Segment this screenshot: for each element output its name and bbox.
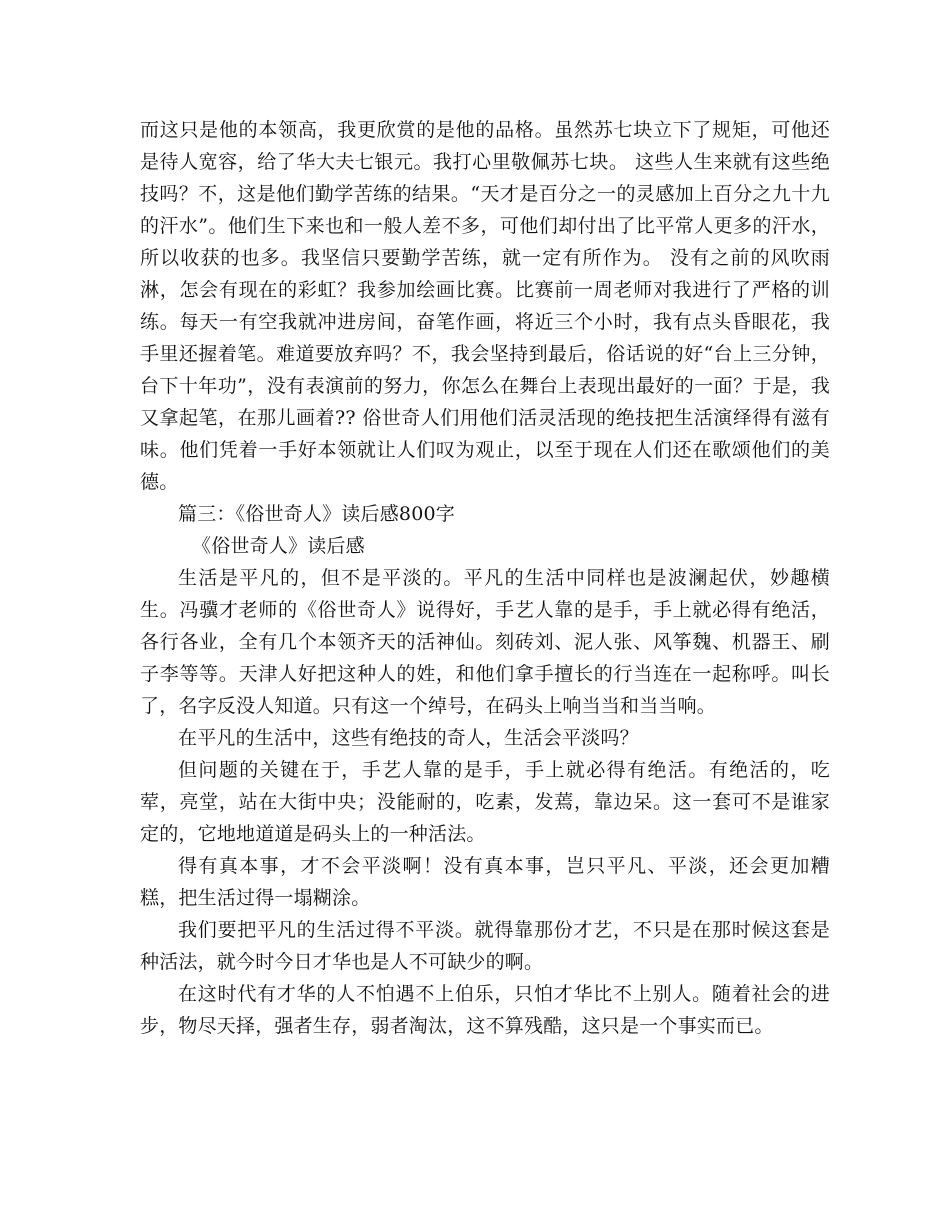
paragraph: 我们要把平凡的生活过得不平淡。就得靠那份才艺，不只是在那时候这套是种活法，就今时今日才华也是人不可缺少的啊。 bbox=[140, 919, 830, 973]
section-heading: 篇三：《俗世奇人》读后感800字 bbox=[178, 503, 455, 525]
paragraph: 生活是平凡的，但不是平淡的。平凡的生活中同样也是波澜起伏，妙趣横生。冯骥才老师的《俗世奇人》说得好，手艺人靠的是手，手上就必得有绝活，各行各业，全有几个本领齐天的活神仙。刻砖刘、泥人张、风筝魏、机器王、刷子李等等。天津人好把这种人的姓，和他们拿手擅长的行当连在一起称呼。叫长了，名字反没人知道。只有这一个绰号，在码头上响当当和当当响。 bbox=[140, 567, 830, 717]
article-title: 《俗世奇人》读后感 bbox=[192, 535, 365, 557]
document-page bbox=[140, 114, 830, 1042]
paragraph: 但问题的关键在于，手艺人靠的是手，手上就必得有绝活。有绝活的，吃荤，亮堂，站在大街中央；没能耐的，吃素，发蔫，靠边呆。这一套可不是谁家定的，它地地道道是码头上的一种活法。 bbox=[140, 759, 830, 845]
paragraph: 得有真本事，才不会平淡啊！没有真本事，岂只平凡、平淡，还会更加糟糕，把生活过得一塌糊涂。 bbox=[140, 855, 830, 909]
paragraph-continuation: 而这只是他的本领高，我更欣赏的是他的品格。虽然苏七块立下了规矩，可他还是待人宽容，给了华大夫七银元。我打心里敬佩苏七块。 这些人生来就有这些绝技吗？不，这是他们勤学苦练的结果。“天才是百分之一的灵感加上百分之九十九的汗水”。他们生下来也和一般人差不多，可他们却付出了比平常人更多的汗水，所以收获的也多。我坚信只要勤学苦练，就一定有所作为。 没有之前的风吹雨淋，怎会有现在的彩虹？我参加绘画比赛。比赛前一周老师对我进行了严格的训练。每天一有空我就冲进房间，奋笔作画，将近三个小时，我有点头昏眼花，我手里还握着笔。难道要放弃吗？不，我会坚持到最后，俗话说的好“台上三分钟，台下十年功”，没有表演前的努力，你怎么在舞台上表现出最好的一面？于是，我又拿起笔，在那儿画着?? 俗世奇人们用他们活灵活现的绝技把生活演绎得有滋有味。他们凭着一手好本领就让人们叹为观止，以至于现在人们还在歌颂他们的美德。 bbox=[140, 119, 830, 493]
paragraph: 在平凡的生活中，这些有绝技的奇人，生活会平淡吗？ bbox=[178, 727, 639, 749]
paragraph: 在这时代有才华的人不怕遇不上伯乐，只怕才华比不上别人。随着社会的进步，物尽天择，强者生存，弱者淘汰，这不算残酷，这只是一个事实而已。 bbox=[140, 983, 830, 1037]
